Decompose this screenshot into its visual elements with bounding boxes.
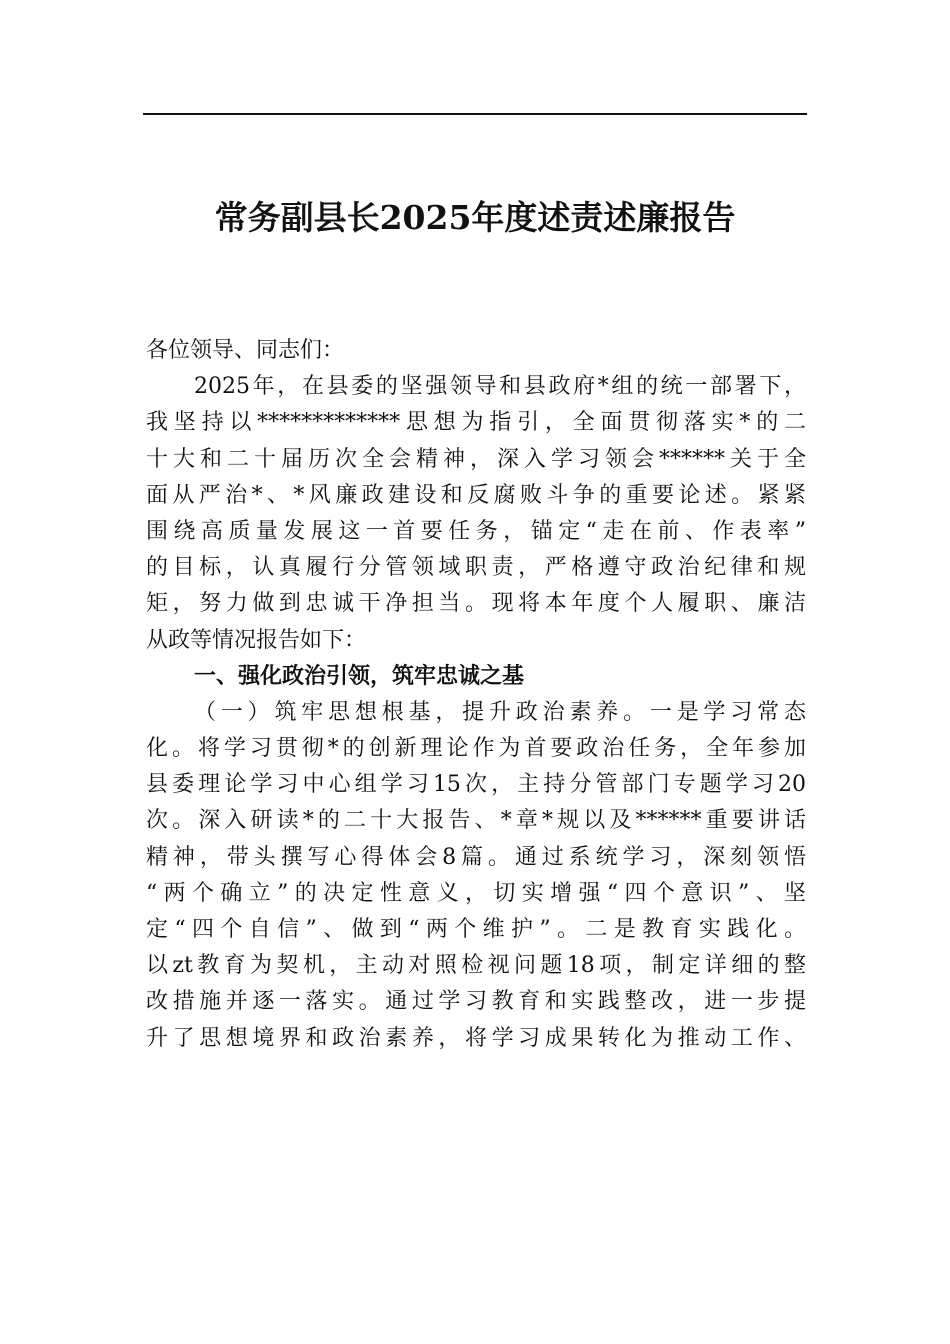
document-body (146, 333, 806, 1057)
paragraph-line: 精神，带头撰写心得体会8篇。通过系统学习，深刻领悟 (146, 844, 806, 870)
paragraph-line: 以zt教育为契机，主动对照检视问题18项，制定详细的整 (146, 953, 806, 979)
paragraph-line: （一）筑牢思想根基，提升政治素养。一是学习常态 (194, 699, 806, 725)
paragraph-line: 次。深入研读*的二十大报告、*章*规以及******重要讲话 (146, 808, 806, 834)
paragraph-line: 的目标，认真履行分管领域职责，严格遵守政治纪律和规 (146, 555, 806, 581)
paragraph-line: 矩，努力做到忠诚干净担当。现将本年度个人履职、廉洁 (146, 591, 806, 617)
salutation: 各位领导、同志们： (146, 338, 345, 363)
paragraph-line: 2025年，在县委的坚强领导和县政府*组的统一部署下， (194, 374, 806, 400)
section-heading: 一、强化政治引领，筑牢忠诚之基 (194, 663, 525, 689)
paragraph-line: 定“四个自信”、做到“两个维护”。二是教育实践化。 (146, 917, 806, 942)
paragraph-line: 化。将学习贯彻*的创新理论作为首要政治任务，全年参加 (146, 736, 806, 762)
paragraph-line: 我坚持以*************思想为指引，全面贯彻落实*的二 (146, 410, 806, 436)
paragraph-line: 从政等情况报告如下： (146, 627, 367, 653)
paragraph-line: 面从严治*、*风廉政建设和反腐败斗争的重要论述。紧紧 (146, 482, 806, 508)
paragraph-line: 县委理论学习中心组学习15次，主持分管部门专题学习20 (146, 772, 806, 798)
header-rule (143, 113, 807, 115)
paragraph-line: 升了思想境界和政治素养，将学习成果转化为推动工作、 (146, 1025, 806, 1051)
paragraph-line: 十大和二十届历次全会精神，深入学习领会******关于全 (146, 446, 806, 472)
paragraph-line: 改措施并逐一落实。通过学习教育和实践整改，进一步提 (146, 989, 806, 1015)
document-title: 常务副县长2025年度述责述廉报告 (214, 198, 736, 237)
paragraph-line: “两个确立”的决定性意义，切实增强“四个意识”、坚 (146, 880, 806, 906)
paragraph-line: 围绕高质量发展这一首要任务，锚定“走在前、作表率” (146, 518, 806, 544)
